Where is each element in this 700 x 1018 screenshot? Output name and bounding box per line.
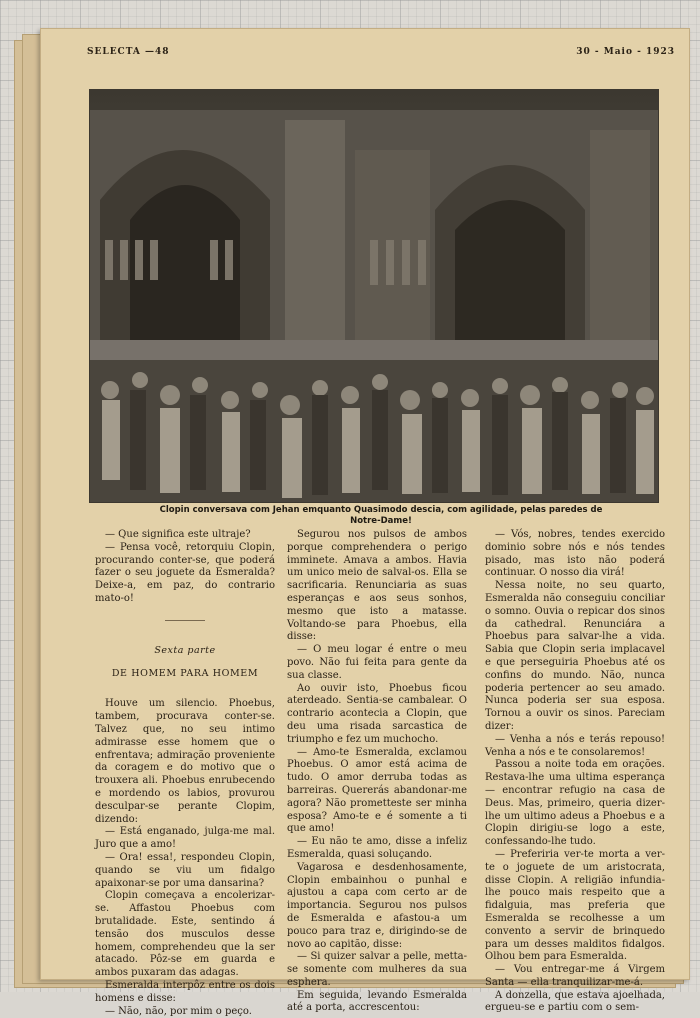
text-column-3 [485, 529, 665, 959]
cathedral-photo-graphic [90, 90, 658, 502]
paragraph: — Amo-te Esmeralda, exclamou Phoebus. O amor está acima de tudo. O amor derruba todas as barreiras. Quererás abandonar-me agora? Não prometteste ser minha esposa? Amo-te e é somente a ti que amo! [287, 747, 467, 837]
paragraph: Vagarosa e desdenhosamente, Clopin embainhou o punhal e ajustou a capa com certo ar de importancia. Segurou nos pulsos de Esmeralda e afastou-a um pouco para traz e, dirigindo-se de novo ao capitão, disse: [287, 862, 467, 952]
paragraph: — Vós, nobres, tendes exercido dominio sobre nós e nós tendes pisado, mas isto não poderá continuar. O nosso dia virá! [485, 529, 665, 580]
paragraph: — Ora! essa!, respondeu Clopin, quando se viu um fidalgo apaixonar-se por uma dansarina? [95, 852, 275, 890]
paragraph: — Preferiria ver-te morta a ver-te o joguete de um aristocrata, disse Clopin. A religião infundia-lhe pouco mais respeito que a fidalguia, mas preferia que Esmeralda se recolhesse a um convento a servir de brinquedo para um desses malditos fidalgos. Olhou bem para Esmeralda. [485, 849, 665, 964]
paragraph: Houve um silencio. Phoebus, tambem, procurava conter-se. Talvez que, no seu intimo admirasse esse homem que o enfrentava; admiração proveniente da coragem e do motivo que o trouxera ali. Phoebus enrubecendo e mordendo os labios, provurou desculpar-se perante Clopim, dizendo: [95, 698, 275, 826]
paragraph: — Si quizer salvar a pelle, metta-se somente com mulheres da sua esphera. [287, 951, 467, 989]
paragraph: Esmeralda interpôz entre os dois homens e disse: [95, 980, 275, 1006]
paragraph: Segurou nos pulsos de ambos porque comprehendera o perigo imminete. Amava a ambos. Havia um unico meio de salval-os. Ella se sacrificaria. Renunciaria as suas esperanças e aos seus sonhos, mesmo que isto a matasse. Voltando-se para Phoebus, ella disse: [287, 529, 467, 644]
header-date: 30 - Maio - 1923 [576, 47, 675, 57]
paragraph: — Está enganado, julga-me mal. Juro que a amo! [95, 826, 275, 852]
paragraph: Ao ouvir isto, Phoebus ficou aterdeado. Sentia-se cambalear. O contrario acontecia a Clopin, que deu uma risada sarcastica de triumpho e fez um muchocho. [287, 683, 467, 747]
paragraph: — Eu não te amo, disse a infeliz Esmeralda, quasi soluçando. [287, 836, 467, 862]
photo-caption: Clopin conversava com Jehan emquanto Quasimodo descia, com agilidade, pelas paredes de Notre-Dame! [151, 505, 611, 527]
paragraph: Clopin começava a encolerizar-se. Affastou Phoebus com brutalidade. Este, sentindo á tensão dos musculos desse homem, comprehendeu que la ser atacado. Pôz-se em guarda e ambos puxaram das adagas. [95, 890, 275, 980]
divider [165, 620, 205, 621]
paragraph: — Que significa este ultraje? [95, 529, 275, 542]
paragraph: — O meu logar é entre o meu povo. Não fui feita para gente da sua classe. [287, 644, 467, 682]
paragraph: Em seguida, levando Esmeralda até a porta, accrescentou: [287, 990, 467, 1016]
paragraph: — Pensa você, retorquiu Clopin, procurando conter-se, que poderá fazer o seu joguete da Esmeralda? Deixe-a, em paz, do contrario mato-o! [95, 542, 275, 606]
paragraph: — Não, não, por mim o peço. [95, 1006, 275, 1018]
text-column-1 [95, 529, 275, 959]
section-title: Sexta parte [95, 645, 275, 658]
text-column-2 [287, 529, 467, 959]
paragraph: — Vou entregar-me á Virgem Santa — ella tranquilizar-me-á. [485, 964, 665, 990]
paragraph: A donzella, que estava ajoelhada, ergueu-se e partiu com o sem- [485, 990, 665, 1016]
paragraph: Passou a noite toda em orações. Restava-lhe uma ultima esperança — encontrar refugio na casa de Deus. Mas, primeiro, queria dizer-lhe um ultimo adeus a Phoebus e a Clopin dirigiu-se logo a este, confessando-lhe tudo. [485, 759, 665, 849]
page-header [87, 47, 675, 61]
section-heading: DE HOMEM PARA HOMEM [95, 668, 275, 681]
paragraph: Nessa noite, no seu quarto, Esmeralda não conseguiu conciliar o somno. Ouvia o repicar dos sinos da cathedral. Renunciára a Phoebus para salvar-lhe a vida. Sabia que Clopin seria implacavel e que perseguiria Phoebus até os confins do mundo. Não, nunca poderia pertencer ao seu amado. Nunca poderia ser sua esposa. Tornou a ouvir os sinos. Pareciam dizer: [485, 580, 665, 734]
cathedral-photo [89, 89, 659, 503]
paragraph: — Venha a nós e terás repouso! Venha a nós e te consolaremos! [485, 734, 665, 760]
magazine-page [40, 28, 690, 980]
header-left: SELECTA —48 [87, 47, 170, 57]
